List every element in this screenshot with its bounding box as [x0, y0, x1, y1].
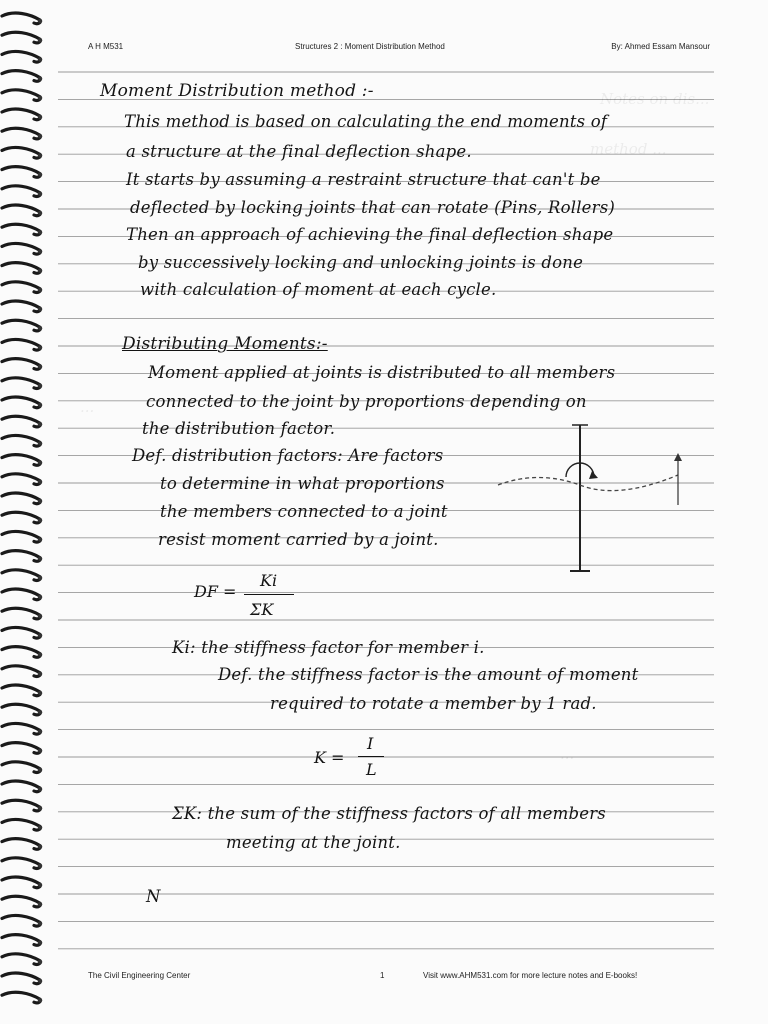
spiral-ring: [2, 397, 41, 408]
punch-hole: [38, 768, 42, 772]
punch-hole: [38, 672, 42, 676]
k-fraction-bar: [358, 756, 384, 757]
spiral-ring: [2, 51, 41, 62]
joint-sketch: [488, 415, 688, 575]
punch-hole: [38, 652, 42, 656]
df-denominator: ΣK: [250, 600, 274, 619]
punch-hole: [38, 518, 42, 522]
footer-org: The Civil Engineering Center: [88, 971, 191, 980]
spiral-ring: [2, 589, 41, 600]
spiral-ring: [2, 685, 41, 696]
punch-hole: [38, 134, 42, 138]
df-numerator: Ki: [260, 571, 278, 590]
sigma-k-line-1: ΣK: the sum of the stiffness factors of all members: [172, 804, 606, 823]
punch-hole: [38, 153, 42, 157]
punch-hole: [38, 710, 42, 714]
spiral-ring: [2, 896, 41, 907]
spiral-ring: [2, 359, 41, 370]
spiral-ring: [2, 224, 41, 235]
k-lhs: K =: [314, 748, 345, 767]
spiral-ring: [2, 13, 41, 24]
notes-title: Moment Distribution method :-: [100, 81, 374, 101]
page-header: [88, 42, 710, 56]
section-line-3: the distribution factor.: [142, 419, 336, 438]
punch-hole: [38, 460, 42, 464]
punch-hole: [38, 345, 42, 349]
punch-hole: [38, 192, 42, 196]
punch-hole: [38, 595, 42, 599]
punch-hole: [38, 825, 42, 829]
spiral-ring: [2, 704, 41, 715]
spiral-ring: [2, 973, 41, 984]
spiral-ring: [2, 512, 41, 523]
punch-hole: [38, 480, 42, 484]
punch-hole: [38, 499, 42, 503]
punch-hole: [38, 691, 42, 695]
spiral-ring: [2, 186, 41, 197]
spiral-ring: [2, 263, 41, 274]
page-number: 1: [380, 971, 385, 980]
df-def-line-1: Def. distribution factors: Are factors: [132, 446, 444, 465]
spiral-ring: [2, 320, 41, 331]
intro-line-5: Then an approach of achieving the final deflection shape: [126, 225, 614, 244]
punch-hole: [38, 576, 42, 580]
punch-hole: [38, 748, 42, 752]
notebook-page: Notes on dis... method ... ... ... A H M531 Structures 2 : Moment Distribution Method By: Ahmed Essam Mansour Moment Distribution method :- This method is based on calculating the end moments of a structure at the final deflection shape. It starts by assuming a restraint structure that can't be deflected by locking joints that can rotate (Pins, Rollers) Then an approach of achieving the final deflection shape by successively locking and unlocking joints is done with calculation of moment at each cycle. Distributing Moments:- Moment applied at joints is distributed to all members connected to the joint by proportions depending on the distribution factor. Def. distribution factors: Are factors to determine in what proportions the members connected to a joint resist moment carried by a joint. DF = Ki ΣK Ki: the stiffness factor for member i. Def. the stiffness factor is the amount of moment required to rotate a member by 1 rad. K = I L ΣK: the sum of the stiffness factors of all members meeting at the joint. N The Civil Engineering Center 1 Visit www.AHM531.com for more lecture notes and E-books!: [0, 0, 768, 1024]
spiral-ring: [2, 282, 41, 293]
spiral-ring: [2, 608, 41, 619]
spiral-ring: [2, 551, 41, 562]
spiral-ring: [2, 32, 41, 43]
spiral-ring: [2, 800, 41, 811]
punch-hole: [38, 556, 42, 560]
spiral-ring: [2, 90, 41, 101]
spiral-ring: [2, 935, 41, 946]
spiral-ring: [2, 378, 41, 389]
punch-hole: [38, 268, 42, 272]
k-numerator: I: [367, 734, 374, 753]
punch-hole: [38, 979, 42, 983]
spiral-ring: [2, 71, 41, 82]
spiral-ring: [2, 647, 41, 658]
spiral-ring: [2, 666, 41, 677]
punch-hole: [38, 844, 42, 848]
spiral-ring: [2, 339, 41, 350]
course-code: A H M531: [88, 42, 124, 51]
spiral-ring: [2, 205, 41, 216]
punch-hole: [38, 614, 42, 618]
punch-hole: [38, 115, 42, 119]
spiral-ring: [2, 627, 41, 638]
spiral-ring: [2, 858, 41, 869]
punch-hole: [38, 288, 42, 292]
punch-hole: [38, 307, 42, 311]
spiral-ring: [2, 570, 41, 581]
spiral-ring: [2, 109, 41, 120]
punch-hole: [38, 96, 42, 100]
spiral-ring: [2, 128, 41, 139]
punch-hole: [38, 883, 42, 887]
spiral-ring: [2, 723, 41, 734]
page-footer: [88, 971, 710, 983]
df-def-line-3: the members connected to a joint: [160, 502, 448, 521]
spiral-ring: [2, 781, 41, 792]
spiral-ring: [2, 493, 41, 504]
df-def-line-2: to determine in what proportions: [160, 474, 445, 493]
intro-line-7: with calculation of moment at each cycle.: [140, 280, 497, 299]
punch-hole: [38, 806, 42, 810]
spiral-ring: [2, 762, 41, 773]
punch-hole: [38, 633, 42, 637]
punch-hole: [38, 172, 42, 176]
footer-link[interactable]: Visit www.AHM531.com for more lecture notes and E-books!: [423, 971, 638, 980]
spiral-ring: [2, 455, 41, 466]
punch-hole: [38, 230, 42, 234]
punch-hole: [38, 960, 42, 964]
punch-hole: [38, 57, 42, 61]
punch-hole: [38, 864, 42, 868]
punch-hole: [38, 537, 42, 541]
section-line-1: Moment applied at joints is distributed to all members: [148, 363, 616, 382]
section-title: Distributing Moments:-: [122, 334, 328, 354]
punch-hole: [38, 921, 42, 925]
intro-line-2: a structure at the final deflection shape.: [126, 142, 472, 161]
punch-hole: [38, 211, 42, 215]
spiral-ring: [2, 474, 41, 485]
document-title: Structures 2 : Moment Distribution Method: [295, 42, 445, 51]
ki-definition: Ki: the stiffness factor for member i.: [172, 638, 485, 657]
punch-hole: [38, 940, 42, 944]
intro-line-6: by successively locking and unlocking joints is done: [138, 253, 584, 272]
section-line-2: connected to the joint by proportions depending on: [146, 392, 587, 411]
punch-hole: [38, 364, 42, 368]
punch-hole: [38, 422, 42, 426]
spiral-ring: [2, 243, 41, 254]
punch-hole: [38, 76, 42, 80]
spiral-ring: [2, 992, 41, 1003]
spiral-ring: [2, 915, 41, 926]
punch-hole: [38, 441, 42, 445]
spiral-ring: [2, 147, 41, 158]
spiral-ring: [2, 416, 41, 427]
spiral-ring: [2, 954, 41, 965]
intro-line-1: This method is based on calculating the end moments of: [124, 112, 608, 131]
author: By: Ahmed Essam Mansour: [611, 42, 710, 51]
intro-line-4: deflected by locking joints that can rotate (Pins, Rollers): [130, 198, 616, 217]
spiral-ring: [2, 301, 41, 312]
spiral-ring: [2, 167, 41, 178]
k-denominator: L: [366, 760, 377, 779]
spiral-ring: [2, 877, 41, 888]
punch-hole: [38, 729, 42, 733]
intro-line-3: It starts by assuming a restraint structure that can't be: [126, 170, 601, 189]
punch-hole: [38, 403, 42, 407]
spiral-binding: [0, 0, 52, 1024]
spiral-ring: [2, 743, 41, 754]
stiffness-def-line-1: Def. the stiffness factor is the amount of moment: [218, 665, 639, 684]
df-def-line-4: resist moment carried by a joint.: [158, 530, 439, 549]
punch-hole: [38, 998, 42, 1002]
df-lhs: DF =: [194, 582, 237, 601]
spiral-ring: [2, 839, 41, 850]
stiffness-def-line-2: required to rotate a member by 1 rad.: [270, 694, 597, 713]
sigma-k-line-2: meeting at the joint.: [226, 833, 401, 852]
punch-hole: [38, 19, 42, 23]
spiral-ring: [2, 531, 41, 542]
punch-hole: [38, 326, 42, 330]
punch-hole: [38, 249, 42, 253]
spiral-ring: [2, 819, 41, 830]
df-fraction-bar: [244, 594, 294, 595]
punch-hole: [38, 902, 42, 906]
punch-hole: [38, 38, 42, 42]
punch-hole: [38, 787, 42, 791]
punch-hole: [38, 384, 42, 388]
trailing-mark: N: [146, 887, 161, 906]
spiral-ring: [2, 435, 41, 446]
